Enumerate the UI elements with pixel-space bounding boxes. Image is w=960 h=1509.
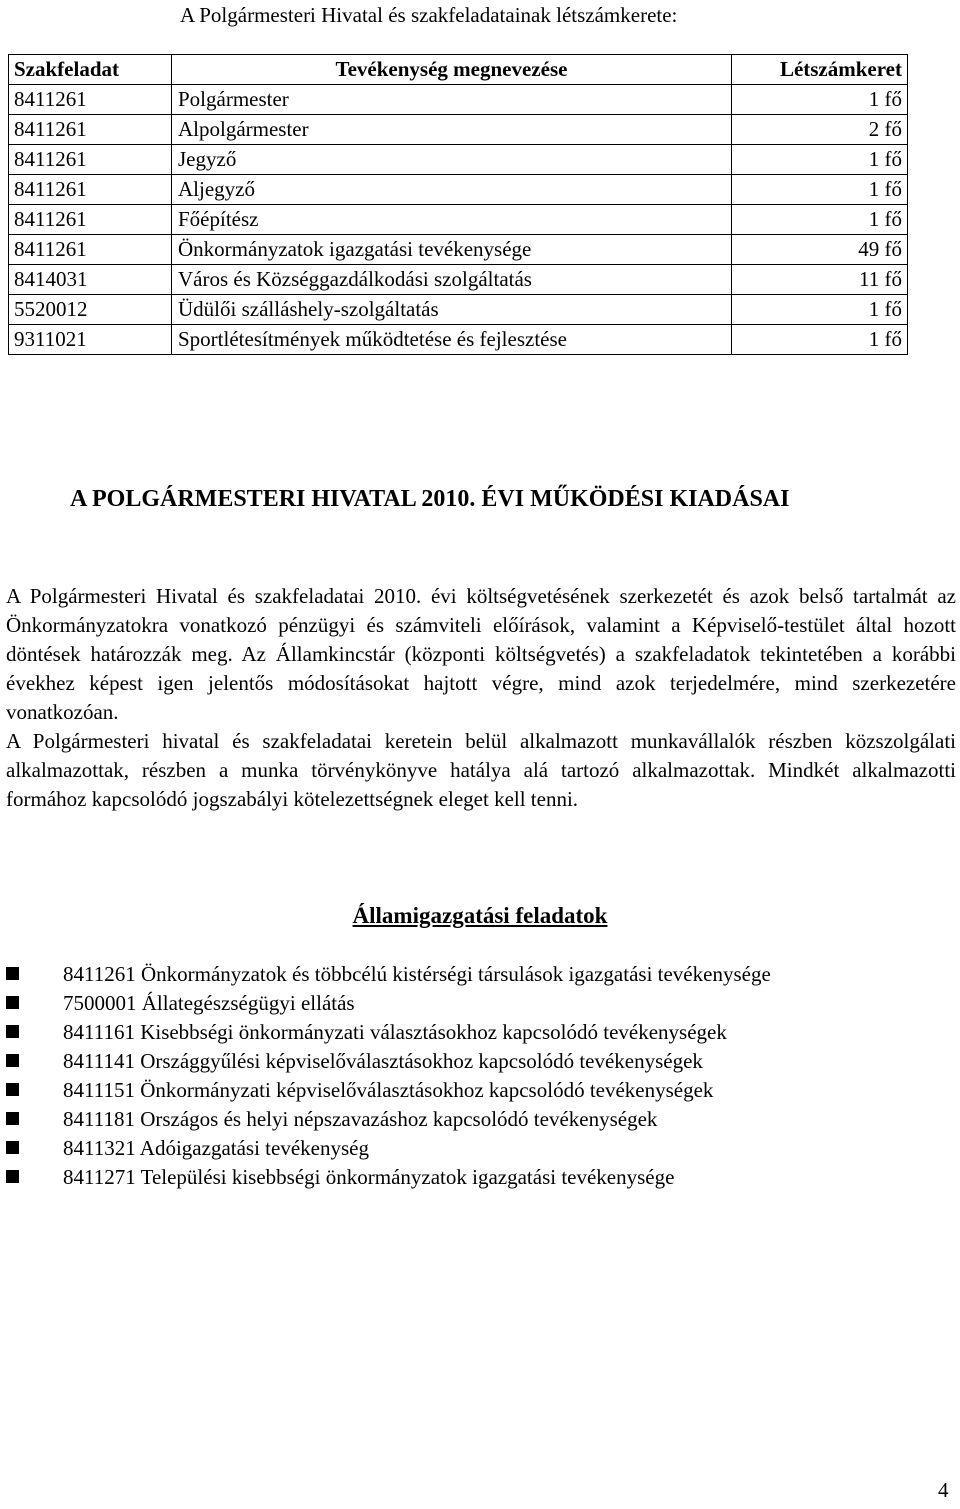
square-bullet-icon <box>6 1170 19 1183</box>
square-bullet-icon <box>6 1083 19 1096</box>
list-item <box>6 1134 771 1163</box>
list-item-text: 8411321 Adóigazgatási tevékenység <box>63 1136 369 1160</box>
cell-code: 8411261 <box>9 85 172 115</box>
cell-headcount: 1 fő <box>732 295 908 325</box>
cell-code: 8411261 <box>9 235 172 265</box>
cell-code: 8411261 <box>9 115 172 145</box>
cell-code: 9311021 <box>9 325 172 355</box>
cell-activity: Önkormányzatok igazgatási tevékenysége <box>172 235 732 265</box>
page-heading: A Polgármesteri Hivatal és szakfeladatainak létszámkerete: <box>180 3 678 27</box>
list-item <box>6 1047 771 1076</box>
list-item-text: 8411161 Kisebbségi önkormányzati választásokhoz kapcsolódó tevékenységek <box>63 1020 727 1044</box>
list-item <box>6 1163 771 1192</box>
table-row <box>9 175 908 205</box>
list-item-text: 8411141 Országgyűlési képviselőválasztásokhoz kapcsolódó tevékenységek <box>63 1049 703 1073</box>
list-item-text: 7500001 Állategészségügyi ellátás <box>63 991 355 1015</box>
column-header-code: Szakfeladat <box>9 55 172 85</box>
list-item-text: 8411261 Önkormányzatok és többcélú kistérségi társulások igazgatási tevékenysége <box>63 962 771 986</box>
cell-headcount: 1 fő <box>732 325 908 355</box>
paragraph: A Polgármesteri hivatal és szakfeladatai keretein belül alkalmazott munkavállalók részben közszolgálati alkalmazottak, részben a munka törvénykönyve hatálya alá tartozó alkalmazottak. Mindkét alkalmazotti formához kapcsolódó jogszabályi kötelezettségnek eleget kell tenni. <box>6 729 956 811</box>
list-item-text: 8411271 Települési kisebbségi önkormányzatok igazgatási tevékenysége <box>63 1165 675 1189</box>
task-list <box>6 960 771 1192</box>
staff-table <box>8 54 908 355</box>
cell-code: 8411261 <box>9 205 172 235</box>
table-row <box>9 295 908 325</box>
cell-headcount: 1 fő <box>732 205 908 235</box>
cell-activity: Aljegyző <box>172 175 732 205</box>
list-item-text: 8411151 Önkormányzati képviselőválasztásokhoz kapcsolódó tevékenységek <box>63 1078 714 1102</box>
table-row <box>9 115 908 145</box>
list-item <box>6 989 771 1018</box>
square-bullet-icon <box>6 1141 19 1154</box>
cell-headcount: 1 fő <box>732 145 908 175</box>
section-title: A POLGÁRMESTERI HIVATAL 2010. ÉVI MŰKÖDÉSI KIADÁSAI <box>70 486 790 512</box>
list-item <box>6 1018 771 1047</box>
cell-activity: Sportlétesítmények működtetése és fejlesztése <box>172 325 732 355</box>
table-header-row <box>9 55 908 85</box>
list-item <box>6 960 771 989</box>
square-bullet-icon <box>6 1054 19 1067</box>
table-row <box>9 85 908 115</box>
cell-activity: Jegyző <box>172 145 732 175</box>
square-bullet-icon <box>6 996 19 1009</box>
table-row <box>9 325 908 355</box>
column-header-activity: Tevékenység megnevezése <box>172 55 732 85</box>
square-bullet-icon <box>6 1025 19 1038</box>
square-bullet-icon <box>6 1112 19 1125</box>
cell-code: 8411261 <box>9 175 172 205</box>
cell-activity: Főépítész <box>172 205 732 235</box>
cell-headcount: 11 fő <box>732 265 908 295</box>
paragraph: A Polgármesteri Hivatal és szakfeladatai 2010. évi költségvetésének szerkezetét és azok belső tartalmát az Önkormányzatokra vonatkozó pénzügyi és számviteli előírások, valamint a Képviselő-testület által hozott döntések határozzák meg. Az Államkincstár (központi költségvetés) a szakfeladatok tekintetében a korábbi évekhez képest igen jelentős módosításokat hajtott végre, mind azok terjedelmére, mind szerkezetére vonatkozóan. <box>6 584 956 724</box>
cell-headcount: 2 fő <box>732 115 908 145</box>
table-row <box>9 265 908 295</box>
table-row <box>9 205 908 235</box>
list-item <box>6 1105 771 1134</box>
cell-code: 8411261 <box>9 145 172 175</box>
cell-code: 8414031 <box>9 265 172 295</box>
page-number: 4 <box>938 1478 949 1502</box>
list-item <box>6 1076 771 1105</box>
cell-headcount: 49 fő <box>732 235 908 265</box>
body-text <box>6 582 956 814</box>
cell-headcount: 1 fő <box>732 175 908 205</box>
cell-activity: Üdülői szálláshely-szolgáltatás <box>172 295 732 325</box>
table-row <box>9 235 908 265</box>
cell-activity: Város és Községgazdálkodási szolgáltatás <box>172 265 732 295</box>
cell-code: 5520012 <box>9 295 172 325</box>
cell-headcount: 1 fő <box>732 85 908 115</box>
subsection-title: Államigazgatási feladatok <box>352 903 608 928</box>
cell-activity: Alpolgármester <box>172 115 732 145</box>
list-item-text: 8411181 Országos és helyi népszavazáshoz kapcsolódó tevékenységek <box>63 1107 658 1131</box>
table-row <box>9 145 908 175</box>
square-bullet-icon <box>6 967 19 980</box>
column-header-headcount: Létszámkeret <box>732 55 908 85</box>
cell-activity: Polgármester <box>172 85 732 115</box>
